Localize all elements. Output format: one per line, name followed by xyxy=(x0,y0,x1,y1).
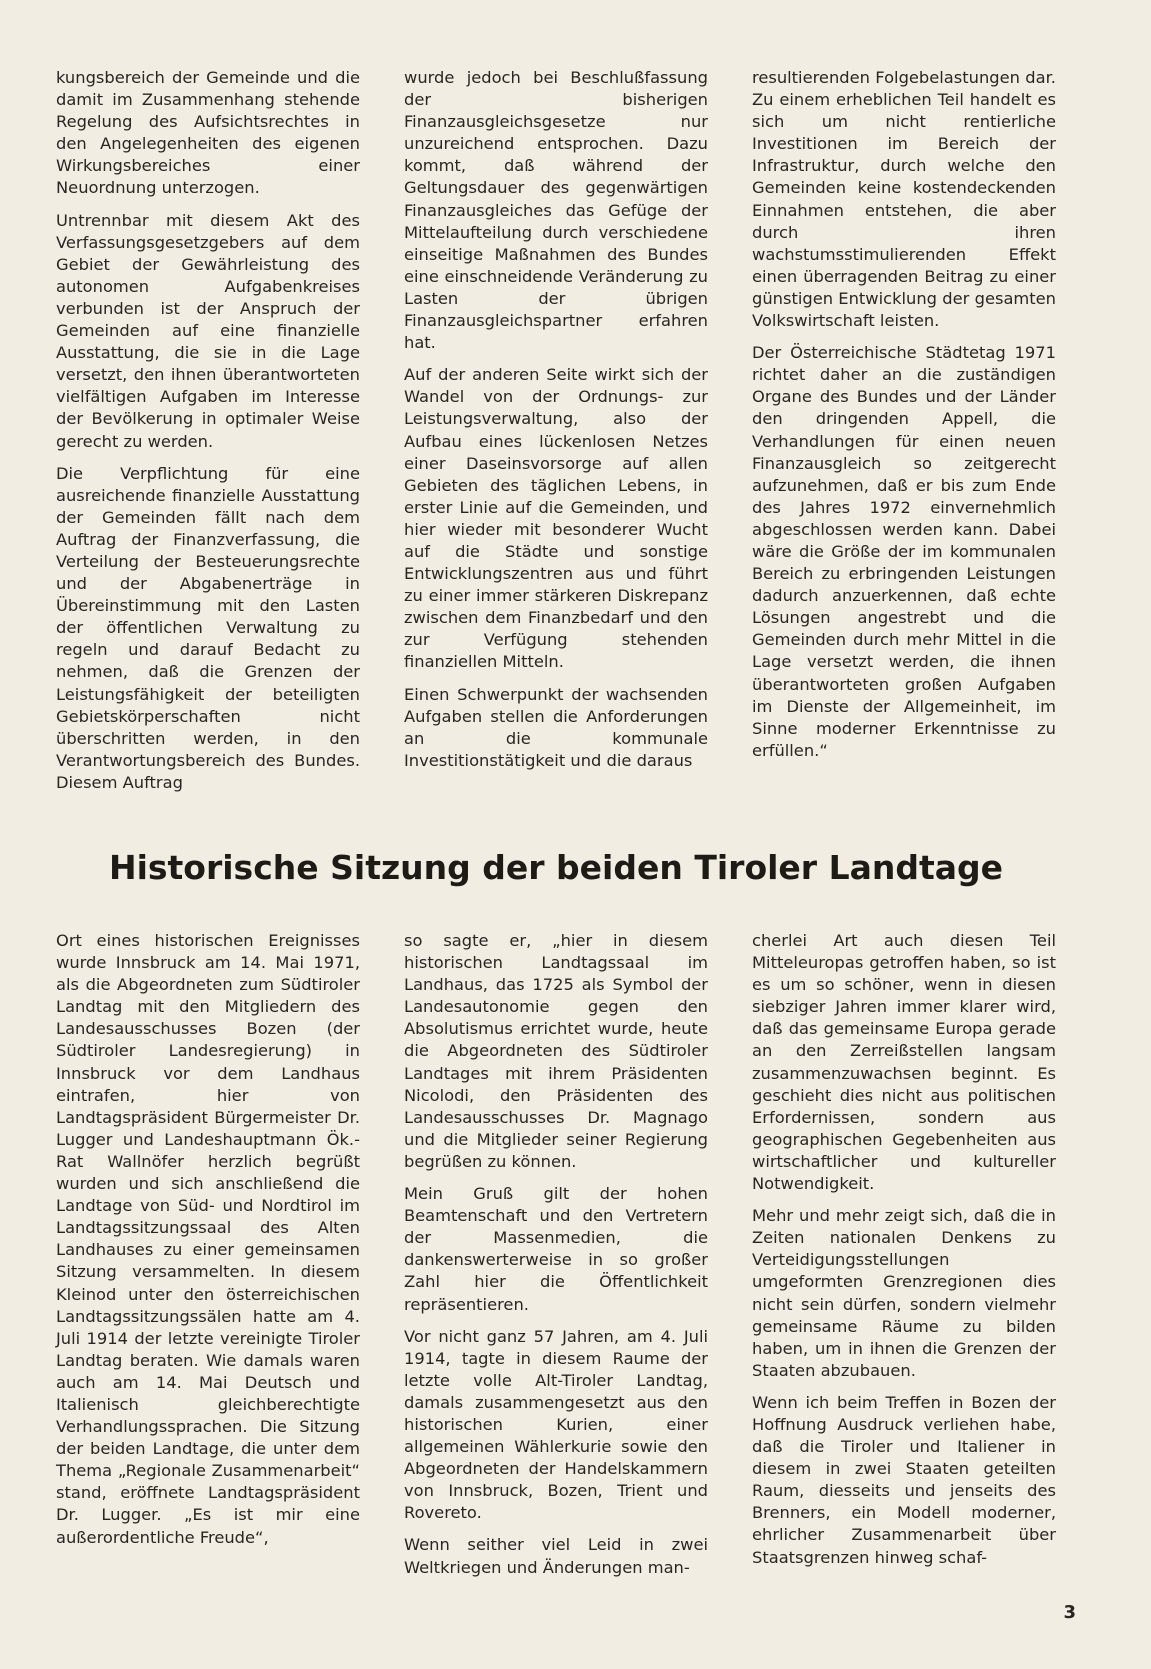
paragraph: Mehr und mehr zeigt sich, daß die in Zeiten nationalen Denkens zu Verteidigungsstellungen umgeformten Grenzregionen dies nicht sein dürfen, sondern vielmehr gemeinsame Räume zu bilden haben, um in ihnen die Grenzen der Staaten abzubauen. xyxy=(752,1206,1056,1380)
paragraph: Mein Gruß gilt der hohen Beamtenschaft und den Vertretern der Massenmedien, die dankenswerterweise in so großer Zahl hier die Öffentlichkeit repräsentieren. xyxy=(404,1184,708,1314)
paragraph: Vor nicht ganz 57 Jahren, am 4. Juli 1914, tagte in diesem Raume der letzte volle Alt-Tiroler Landtag, damals zusammengesetzt aus den historischen Kurien, einer allgemeinen Wählerkurie sowie den Abgeordneten der Handelskammern von Innsbruck, Bozen, Trient und Rovereto. xyxy=(404,1326,708,1523)
text-column-3 xyxy=(752,67,1056,804)
paragraph: Wenn seither viel Leid in zwei Weltkriegen und Änderungen man- xyxy=(404,1535,708,1577)
article-continuation xyxy=(56,67,1056,792)
paragraph: resultierenden Folgebelastungen dar. Zu einem erheblichen Teil handelt es sich um nicht rentierliche Investitionen im Bereich der Infrastruktur, durch welche den Gemeinden keine kostendeckenden Einnahmen entstehen, die aber durch ihren wachstumsstimulierenden Effekt einen überragenden Beitrag zu einer günstigen Entwicklung der gesamten Volkswirtschaft leisten. xyxy=(752,68,1056,331)
paragraph: Ort eines historischen Ereignisses wurde Innsbruck am 14. Mai 1971, als die Abgeordneten zum Südtiroler Landtag mit den Mitgliedern des Landesausschusses Bozen (der Südtiroler Landesregierung) in Innsbruck vor dem Landhaus eintrafen, hier von Landtagspräsident Bürgermeister Dr. Lugger und Landeshauptmann Ök.-Rat Wallnöfer herzlich begrüßt wurden und sich anschließend die Landtage von Süd- und Nordtirol im Landtagssitzungssaal des Alten Landhauses zu einer gemeinsamen Sitzung versammelten. In diesem Kleinod unter den österreichischen Landtagssitzungssälen hatte am 4. Juli 1914 der letzte vereinigte Tiroler Landtag beraten. Wie damals waren auch am 14. Mai Deutsch und Italienisch gleichberechtigte Verhandlungssprachen. Die Sitzung der beiden Landtage, die unter dem Thema „Regionale Zusammenarbeit“ stand, eröffnete Landtagspräsident Dr. Lugger. „Es ist mir eine außerordentliche Freude“, xyxy=(56,931,360,1547)
text-column-1 xyxy=(56,67,360,804)
paragraph: cherlei Art auch diesen Teil Mitteleuropas getroffen haben, so ist es um so schöner, wenn in diesen siebziger Jahren immer klarer wird, daß das gemeinsame Europa gerade an den Zerreißstellen langsam zusammenzuwachsen beginnt. Es geschieht dies nicht aus politischen Erfordernissen, sondern aus geographischen Gegebenheiten aus wirtschaftlicher und kultureller Notwendigkeit. xyxy=(752,931,1056,1194)
paragraph: kungsbereich der Gemeinde und die damit im Zusammenhang stehende Regelung des Aufsichtsrechtes in den Angelegenheiten des eigenen Wirkungsbereiches einer Neuordnung unterzogen. xyxy=(56,68,360,198)
paragraph: Auf der anderen Seite wirkt sich der Wandel von der Ordnungs- zur Leistungsverwaltung, also der Aufbau eines lückenlosen Netzes einer Daseinsvorsorge auf allen Gebieten des täglichen Lebens, in erster Linie auf die Gemeinden, und hier wieder mit besonderer Wucht auf die Städte und sonstige Entwicklungszentren aus und führt zu einer immer stärkeren Diskrepanz zwischen dem Finanzbedarf und den zur Verfügung stehenden finanziellen Mitteln. xyxy=(404,365,708,672)
paragraph: Die Verpflichtung für eine ausreichende finanzielle Ausstattung der Gemeinden fällt nach dem Auftrag der Finanzverfassung, die Verteilung der Besteuerungsrechte und der Abgabenerträge in Übereinstimmung mit den Lasten der öffentlichen Verwaltung zu regeln und darauf Bedacht zu nehmen, daß die Grenzen der Leistungsfähigkeit der beteiligten Gebietskörperschaften nicht überschritten werden, in den Verantwortungsbereich des Bundes. Diesem Auftrag xyxy=(56,463,360,792)
paragraph: Der Österreichische Städtetag 1971 richtet daher an die zuständigen Organe des Bundes und der Länder den dringenden Appell, die Verhandlungen für einen neuen Finanzausgleich so zeitgerecht aufzunehmen, daß er bis zum Ende des Jahres 1972 einvernehmlich abgeschlossen werden kann. Dabei wäre die Größe der im kommunalen Bereich zu erbringenden Leistungen dadurch anzuerkennen, daß echte Lösungen angestrebt und die Gemeinden durch mehr Mittel in die Lage versetzt werden, die ihnen überantworteten großen Aufgaben im Dienste der Allgemeinheit, im Sinne moderner Erkenntnisse zu erfüllen.“ xyxy=(752,343,1056,760)
paragraph: Einen Schwerpunkt der wachsenden Aufgaben stellen die Anforderungen an die kommunale Investitionstätigkeit und die daraus xyxy=(404,684,708,770)
article-body xyxy=(56,930,1056,1577)
article-headline: Historische Sitzung der beiden Tiroler Landtage xyxy=(108,848,1004,887)
text-column-2 xyxy=(404,67,708,804)
paragraph: wurde jedoch bei Beschlußfassung der bisherigen Finanzausgleichsgesetze nur unzureichend entsprochen. Dazu kommt, daß während der Geltungsdauer des gegenwärtigen Finanzausgleiches das Gefüge der Mittelaufteilung durch verschiedene einseitige Maßnahmen des Bundes eine einschneidende Veränderung zu Lasten der übrigen Finanzausgleichspartner erfahren hat. xyxy=(404,68,708,353)
paragraph: so sagte er, „hier in diesem historischen Landtagssaal im Landhaus, das 1725 als Symbol der Landesautonomie gegen den Absolutismus errichtet wurde, heute die Abgeordneten des Südtiroler Landtages mit ihrem Präsidenten Nicolodi, den Präsidenten des Landesausschusses Dr. Magnago und die Mitglieder seiner Regierung begrüßen zu können. xyxy=(404,931,708,1171)
paragraph: Untrennbar mit diesem Akt des Verfassungsgesetzgebers auf dem Gebiet der Gewährleistung des autonomen Aufgabenkreises verbunden ist der Anspruch der Gemeinden auf eine finanzielle Ausstattung, die sie in die Lage versetzt, den ihnen überantworteten vielfältigen Aufgaben im Interesse der Bevölkerung in optimaler Weise gerecht zu werden. xyxy=(56,210,360,451)
text-column-1 xyxy=(56,930,360,1589)
text-column-3 xyxy=(752,930,1056,1589)
page-number: 3 xyxy=(1063,1602,1076,1623)
text-column-2 xyxy=(404,930,708,1589)
paragraph: Wenn ich beim Treffen in Bozen der Hoffnung Ausdruck verliehen habe, daß die Tiroler und Italiener in diesem in zwei Staaten geteilten Raum, diesseits und jenseits des Brenners, ein Modell moderner, ehrlicher Zusammenarbeit über Staatsgrenzen hinweg schaf- xyxy=(752,1392,1056,1567)
